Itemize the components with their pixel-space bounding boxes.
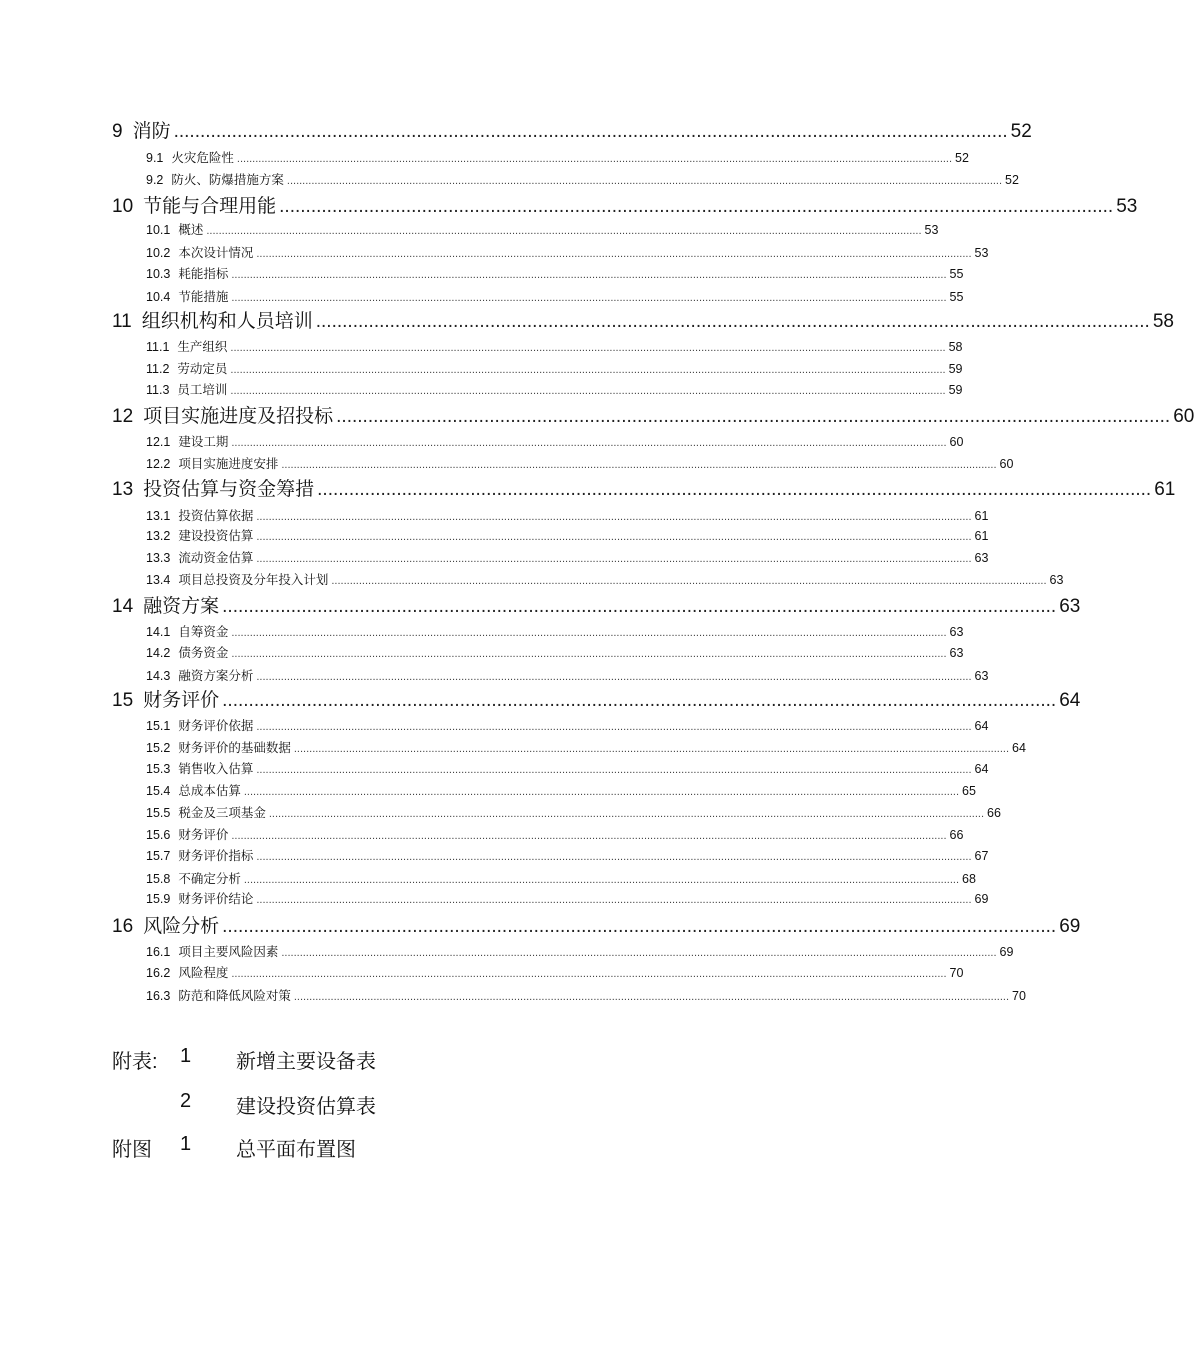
section-title: 节能措施 bbox=[178, 290, 229, 304]
page-number: 68 bbox=[962, 872, 976, 886]
dot-leader: .......................................................................................................................................................................................................................................... bbox=[206, 225, 922, 237]
section-number: 13.2 bbox=[146, 529, 171, 543]
toc-section-9-2[interactable] bbox=[146, 171, 1019, 189]
dot-leader: .......................................................................................................................................................................................................................................... bbox=[231, 437, 947, 449]
section-title: 财务评价 bbox=[178, 828, 229, 842]
section-title: 不确定分析 bbox=[178, 872, 241, 886]
dot-leader: .......................................................................................................................................................................................................................................... bbox=[230, 364, 946, 376]
section-number: 15.7 bbox=[146, 849, 171, 863]
appendix-title: 建设投资估算表 bbox=[236, 1096, 376, 1118]
dot-leader: .......................................................................................................................................................................................................................................... bbox=[230, 385, 946, 397]
page-number: 67 bbox=[974, 849, 989, 863]
section-title: 财务评价指标 bbox=[178, 849, 254, 863]
section-number: 14.3 bbox=[146, 669, 171, 683]
section-number: 15.5 bbox=[146, 806, 171, 820]
page-number: 64 bbox=[1012, 741, 1026, 755]
section-title: 项目实施进度安排 bbox=[178, 457, 279, 471]
dot-leader: .............................................................................................................................................................. bbox=[222, 916, 1057, 937]
dot-leader: .............................................................................................................................................................. bbox=[173, 121, 1008, 142]
toc-section-16-2[interactable] bbox=[146, 964, 964, 982]
page-number: 66 bbox=[987, 806, 1001, 820]
page-number: 70 bbox=[949, 966, 964, 980]
chapter-title: 项目实施进度及招投标 bbox=[143, 406, 334, 427]
toc-section-10-3[interactable] bbox=[146, 265, 964, 283]
section-number: 15.1 bbox=[146, 719, 171, 733]
section-number: 16.2 bbox=[146, 966, 171, 980]
section-number: 15.9 bbox=[146, 892, 171, 906]
toc-chapter-16[interactable] bbox=[112, 914, 1081, 940]
section-title: 本次设计情况 bbox=[178, 246, 254, 260]
page-number: 60 bbox=[1173, 406, 1194, 427]
section-number: 15.8 bbox=[146, 872, 171, 886]
section-title: 建设工期 bbox=[178, 435, 229, 449]
section-number: 9.2 bbox=[146, 173, 164, 187]
dot-leader: .............................................................................................................................................................. bbox=[279, 196, 1114, 217]
section-title: 风险程度 bbox=[178, 966, 229, 980]
page-number: 59 bbox=[948, 383, 963, 397]
dot-leader: .......................................................................................................................................................................................................................................... bbox=[281, 459, 997, 471]
section-number: 15.6 bbox=[146, 828, 171, 842]
dot-leader: .......................................................................................................................................................................................................................................... bbox=[256, 721, 972, 733]
dot-leader: .......................................................................................................................................................................................................................................... bbox=[331, 575, 1047, 587]
chapter-title: 节能与合理用能 bbox=[143, 196, 277, 217]
dot-leader: .............................................................................................................................................................. bbox=[317, 479, 1152, 500]
toc-section-15-2[interactable] bbox=[146, 739, 1026, 757]
page-number: 63 bbox=[949, 625, 964, 639]
chapter-number: 14 bbox=[112, 596, 134, 617]
dot-leader: .......................................................................................................................................................................................................................................... bbox=[231, 627, 947, 639]
dot-leader: .......................................................................................................................................................................................................................................... bbox=[231, 830, 947, 842]
toc-chapter-13[interactable] bbox=[112, 477, 1176, 503]
page-number: 53 bbox=[974, 246, 989, 260]
dot-leader: .......................................................................................................................................................................................................................................... bbox=[236, 153, 953, 165]
chapter-number: 15 bbox=[112, 690, 134, 711]
section-number: 11.1 bbox=[146, 340, 170, 354]
chapter-number: 9 bbox=[112, 121, 123, 142]
appendix-title: 新增主要设备表 bbox=[236, 1051, 376, 1073]
section-number: 10.4 bbox=[146, 290, 171, 304]
page-number: 58 bbox=[1152, 311, 1174, 332]
toc-section-15-8[interactable] bbox=[146, 870, 976, 888]
toc-chapter-14[interactable] bbox=[112, 594, 1081, 620]
dot-leader: .......................................................................................................................................................................................................................................... bbox=[256, 671, 972, 683]
dot-leader: .......................................................................................................................................................................................................................................... bbox=[286, 175, 1003, 187]
toc-section-13-2[interactable] bbox=[146, 527, 989, 545]
page-number: 63 bbox=[974, 669, 989, 683]
section-title: 投资估算依据 bbox=[178, 509, 254, 523]
section-title: 项目主要风险因素 bbox=[178, 945, 279, 959]
toc-section-12-2[interactable] bbox=[146, 455, 1014, 473]
toc-chapter-11[interactable] bbox=[112, 309, 1174, 335]
section-title: 总成本估算 bbox=[178, 784, 241, 798]
dot-leader: .......................................................................................................................................................................................................................................... bbox=[268, 808, 984, 820]
section-title: 防火、防爆措施方案 bbox=[171, 173, 284, 187]
page-number: 52 bbox=[1010, 121, 1032, 142]
toc-section-15-5[interactable] bbox=[146, 804, 1001, 822]
dot-leader: .............................................................................................................................................................. bbox=[222, 690, 1057, 711]
section-title: 生产组织 bbox=[177, 340, 228, 354]
toc-section-10-4[interactable] bbox=[146, 288, 964, 306]
page-number: 64 bbox=[1059, 690, 1081, 711]
dot-leader: .......................................................................................................................................................................................................................................... bbox=[243, 874, 959, 886]
chapter-title: 融资方案 bbox=[143, 596, 220, 617]
toc-chapter-9[interactable] bbox=[112, 119, 1032, 145]
toc-section-10-1[interactable] bbox=[146, 221, 939, 239]
section-number: 11.3 bbox=[146, 383, 170, 397]
section-number: 16.3 bbox=[146, 989, 171, 1003]
section-number: 12.2 bbox=[146, 457, 171, 471]
toc-section-15-4[interactable] bbox=[146, 782, 976, 800]
toc-section-9-1[interactable] bbox=[146, 149, 969, 167]
page-number: 61 bbox=[1154, 479, 1176, 500]
page-number: 64 bbox=[974, 719, 989, 733]
dot-leader: .......................................................................................................................................................................................................................................... bbox=[293, 991, 1009, 1003]
toc-chapter-10[interactable] bbox=[112, 194, 1138, 220]
section-title: 火灾危险性 bbox=[171, 151, 234, 165]
toc-section-14-3[interactable] bbox=[146, 667, 989, 685]
appendix-label: 附图 bbox=[112, 1139, 152, 1161]
chapter-title: 财务评价 bbox=[143, 690, 220, 711]
section-number: 15.2 bbox=[146, 741, 171, 755]
page-number: 69 bbox=[974, 892, 989, 906]
dot-leader: .............................................................................................................................................................. bbox=[315, 311, 1150, 332]
page-number: 60 bbox=[949, 435, 964, 449]
toc-section-11-3[interactable] bbox=[146, 381, 963, 399]
toc-section-16-1[interactable] bbox=[146, 943, 1014, 961]
toc-section-14-1[interactable] bbox=[146, 623, 964, 641]
dot-leader: .......................................................................................................................................................................................................................................... bbox=[231, 292, 947, 304]
appendix-number: 1 bbox=[180, 1045, 192, 1067]
section-title: 自筹资金 bbox=[178, 625, 229, 639]
section-title: 建设投资估算 bbox=[178, 529, 254, 543]
page-number: 53 bbox=[924, 223, 939, 237]
chapter-number: 10 bbox=[112, 196, 134, 217]
chapter-title: 风险分析 bbox=[143, 916, 220, 937]
dot-leader: .......................................................................................................................................................................................................................................... bbox=[256, 553, 972, 565]
section-number: 10.2 bbox=[146, 246, 171, 260]
page-number: 61 bbox=[974, 529, 989, 543]
dot-leader: .......................................................................................................................................................................................................................................... bbox=[281, 947, 997, 959]
page-number: 61 bbox=[974, 509, 989, 523]
chapter-title: 组织机构和人员培训 bbox=[141, 311, 313, 332]
section-number: 15.4 bbox=[146, 784, 171, 798]
toc-section-15-9[interactable] bbox=[146, 890, 989, 908]
page-number: 60 bbox=[999, 457, 1014, 471]
page-number: 69 bbox=[1059, 916, 1081, 937]
chapter-title: 消防 bbox=[132, 121, 171, 142]
section-title: 流动资金估算 bbox=[178, 551, 254, 565]
page-number: 52 bbox=[955, 151, 969, 165]
section-number: 16.1 bbox=[146, 945, 171, 959]
dot-leader: .......................................................................................................................................................................................................................................... bbox=[256, 248, 972, 260]
page-number: 53 bbox=[1116, 196, 1138, 217]
toc-section-12-1[interactable] bbox=[146, 433, 964, 451]
section-title: 债务资金 bbox=[178, 646, 229, 660]
page-number: 63 bbox=[1049, 573, 1064, 587]
page-number: 55 bbox=[949, 267, 964, 281]
chapter-number: 12 bbox=[112, 406, 134, 427]
section-number: 10.1 bbox=[146, 223, 171, 237]
dot-leader: .............................................................................................................................................................. bbox=[336, 406, 1171, 427]
toc-section-10-2[interactable] bbox=[146, 244, 989, 262]
section-title: 项目总投资及分年投入计划 bbox=[178, 573, 329, 587]
dot-leader: .......................................................................................................................................................................................................................................... bbox=[256, 851, 972, 863]
dot-leader: .......................................................................................................................................................................................................................................... bbox=[230, 342, 946, 354]
section-number: 13.4 bbox=[146, 573, 171, 587]
toc-chapter-15[interactable] bbox=[112, 688, 1081, 714]
page-number: 59 bbox=[948, 362, 963, 376]
section-number: 13.1 bbox=[146, 509, 171, 523]
section-title: 财务评价的基础数据 bbox=[178, 741, 291, 755]
toc-section-15-6[interactable] bbox=[146, 826, 964, 844]
page-number: 52 bbox=[1005, 173, 1019, 187]
toc-section-11-1[interactable] bbox=[146, 338, 963, 356]
dot-leader: .......................................................................................................................................................................................................................................... bbox=[256, 511, 972, 523]
appendix-number: 2 bbox=[180, 1090, 192, 1112]
toc-section-13-3[interactable] bbox=[146, 549, 989, 567]
page-number: 63 bbox=[974, 551, 989, 565]
page-number: 64 bbox=[974, 762, 989, 776]
section-title: 概述 bbox=[178, 223, 204, 237]
appendix-label: 附表: bbox=[112, 1051, 158, 1073]
section-number: 14.1 bbox=[146, 625, 171, 639]
section-title: 融资方案分析 bbox=[178, 669, 254, 683]
chapter-number: 11 bbox=[112, 311, 132, 332]
dot-leader: .......................................................................................................................................................................................................................................... bbox=[256, 894, 972, 906]
page-number: 58 bbox=[948, 340, 963, 354]
page-number: 66 bbox=[949, 828, 964, 842]
page-number: 63 bbox=[1059, 596, 1081, 617]
dot-leader: .......................................................................................................................................................................................................................................... bbox=[293, 743, 1009, 755]
section-number: 14.2 bbox=[146, 646, 171, 660]
page-number: 65 bbox=[962, 784, 976, 798]
section-title: 劳动定员 bbox=[177, 362, 228, 376]
section-number: 15.3 bbox=[146, 762, 171, 776]
section-title: 财务评价依据 bbox=[178, 719, 254, 733]
toc-section-16-3[interactable] bbox=[146, 987, 1026, 1005]
toc-section-15-3[interactable] bbox=[146, 760, 989, 778]
toc-section-11-2[interactable] bbox=[146, 360, 963, 378]
dot-leader: .......................................................................................................................................................................................................................................... bbox=[256, 531, 972, 543]
dot-leader: .......................................................................................................................................................................................................................................... bbox=[243, 786, 959, 798]
toc-section-13-4[interactable] bbox=[146, 571, 1064, 589]
dot-leader: .......................................................................................................................................................................................................................................... bbox=[231, 648, 947, 660]
page-number: 55 bbox=[949, 290, 964, 304]
chapter-title: 投资估算与资金筹措 bbox=[143, 479, 315, 500]
chapter-number: 16 bbox=[112, 916, 134, 937]
appendix-title: 总平面布置图 bbox=[236, 1139, 356, 1161]
toc-chapter-12[interactable] bbox=[112, 404, 1194, 430]
page-number: 69 bbox=[999, 945, 1014, 959]
toc-section-14-2[interactable] bbox=[146, 644, 964, 662]
dot-leader: .......................................................................................................................................................................................................................................... bbox=[231, 968, 947, 980]
dot-leader: .......................................................................................................................................................................................................................................... bbox=[231, 269, 947, 281]
section-title: 耗能指标 bbox=[178, 267, 229, 281]
dot-leader: .......................................................................................................................................................................................................................................... bbox=[256, 764, 972, 776]
section-number: 10.3 bbox=[146, 267, 171, 281]
section-title: 员工培训 bbox=[177, 383, 228, 397]
dot-leader: .............................................................................................................................................................. bbox=[222, 596, 1057, 617]
appendix-number: 1 bbox=[180, 1133, 192, 1155]
section-title: 财务评价结论 bbox=[178, 892, 254, 906]
section-number: 11.2 bbox=[146, 362, 170, 376]
section-number: 12.1 bbox=[146, 435, 171, 449]
section-title: 销售收入估算 bbox=[178, 762, 254, 776]
chapter-number: 13 bbox=[112, 479, 134, 500]
section-number: 13.3 bbox=[146, 551, 171, 565]
toc-section-15-7[interactable] bbox=[146, 847, 989, 865]
section-number: 9.1 bbox=[146, 151, 164, 165]
toc-section-15-1[interactable] bbox=[146, 717, 989, 735]
section-title: 防范和降低风险对策 bbox=[178, 989, 291, 1003]
page-number: 63 bbox=[949, 646, 964, 660]
toc-section-13-1[interactable] bbox=[146, 507, 989, 525]
page-number: 70 bbox=[1012, 989, 1026, 1003]
section-title: 税金及三项基金 bbox=[178, 806, 266, 820]
